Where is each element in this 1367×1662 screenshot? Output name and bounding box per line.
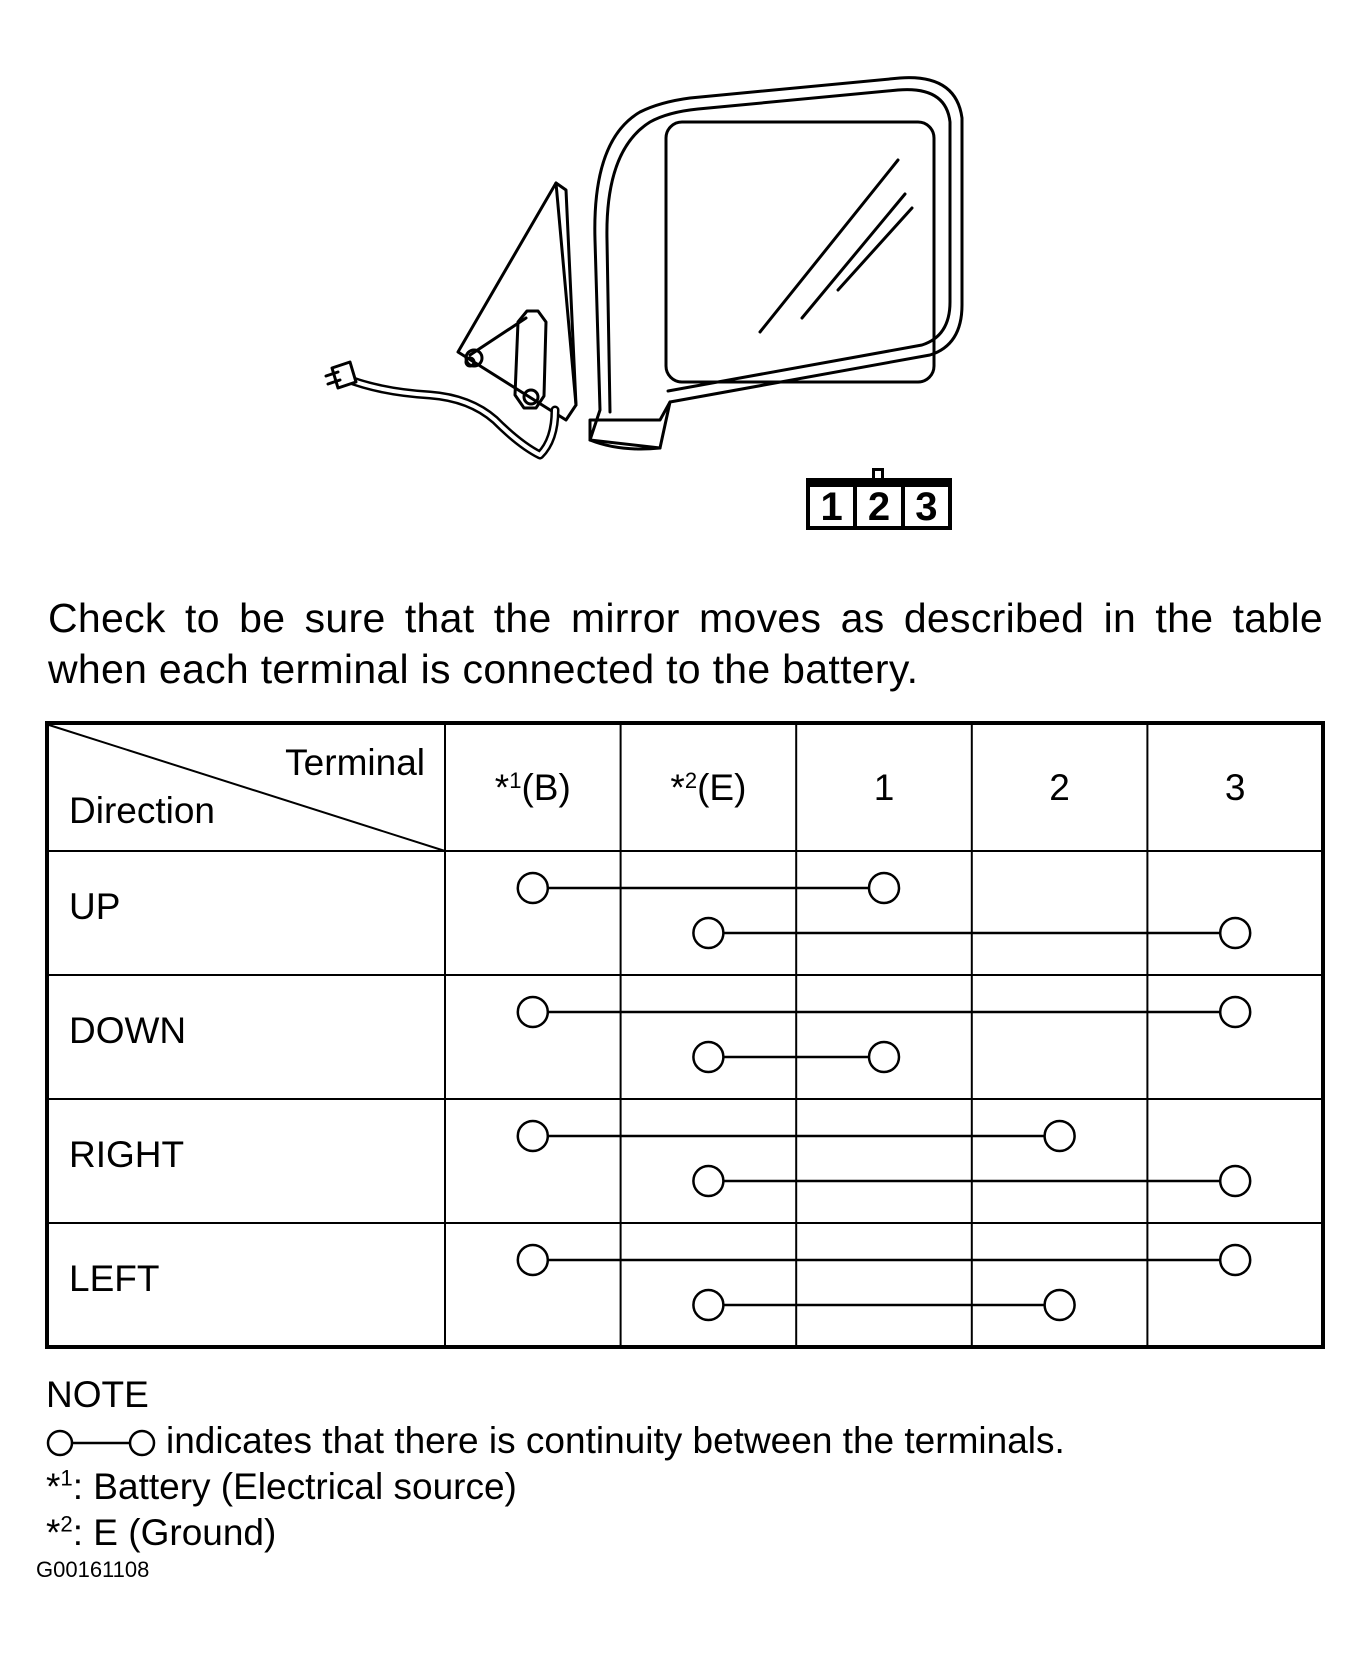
terminal-dot xyxy=(693,918,723,948)
terminal-dot xyxy=(1045,1290,1075,1320)
column-header: 3 xyxy=(1224,767,1246,808)
terminal-dot xyxy=(869,873,899,903)
row-label: UP xyxy=(69,886,121,927)
row-label: LEFT xyxy=(69,1258,160,1299)
table-border xyxy=(47,723,1323,1347)
row-label: DOWN xyxy=(69,1010,187,1051)
continuity-link xyxy=(518,873,899,903)
connector-pin: 1 xyxy=(820,484,843,529)
terminal-dot xyxy=(1045,1121,1075,1151)
terminal-dot xyxy=(1220,918,1250,948)
continuity-link xyxy=(693,1290,1074,1320)
column-header: 1 xyxy=(873,767,895,808)
terminal-dot xyxy=(518,1121,548,1151)
header-terminal: Terminal xyxy=(285,742,425,783)
terminal-dot xyxy=(1220,1245,1250,1275)
continuity-link xyxy=(518,1245,1250,1275)
column-header: 2 xyxy=(1049,767,1070,808)
terminal-dot xyxy=(518,1245,548,1275)
terminal-dot xyxy=(518,873,548,903)
footnote-battery: *$^1$: Battery (Electrical source) xyxy=(46,1465,517,1507)
terminal-dot xyxy=(693,1042,723,1072)
legend-text: indicates that there is continuity between the terminals. xyxy=(166,1420,1065,1461)
terminal-dot xyxy=(1220,1166,1250,1196)
footnote-ground: *$^2$: E (Ground) xyxy=(46,1511,277,1553)
connector-pin: 2 xyxy=(853,487,900,526)
row-label: RIGHT xyxy=(69,1134,185,1175)
terminal-dot xyxy=(693,1290,723,1320)
note-section xyxy=(46,1372,1065,1556)
terminal-dot xyxy=(518,997,548,1027)
column-header: *$^1$(B) xyxy=(494,767,571,808)
figure-id: G00161108 xyxy=(36,1557,150,1582)
column-header: *$^2$(E) xyxy=(670,767,747,808)
continuity-link xyxy=(518,997,1250,1027)
header-direction: Direction xyxy=(69,790,215,831)
note-legend xyxy=(46,1418,1065,1464)
terminal-dot xyxy=(1220,997,1250,1027)
instruction-text: Check to be sure that the mirror moves as described in the table when each terminal is connected to the battery. xyxy=(48,595,1323,692)
continuity-symbol xyxy=(46,1426,156,1460)
terminal-dot xyxy=(869,1042,899,1072)
terminal-dot xyxy=(693,1166,723,1196)
connector-pin: 3 xyxy=(901,487,948,526)
note-heading: NOTE xyxy=(46,1374,149,1415)
